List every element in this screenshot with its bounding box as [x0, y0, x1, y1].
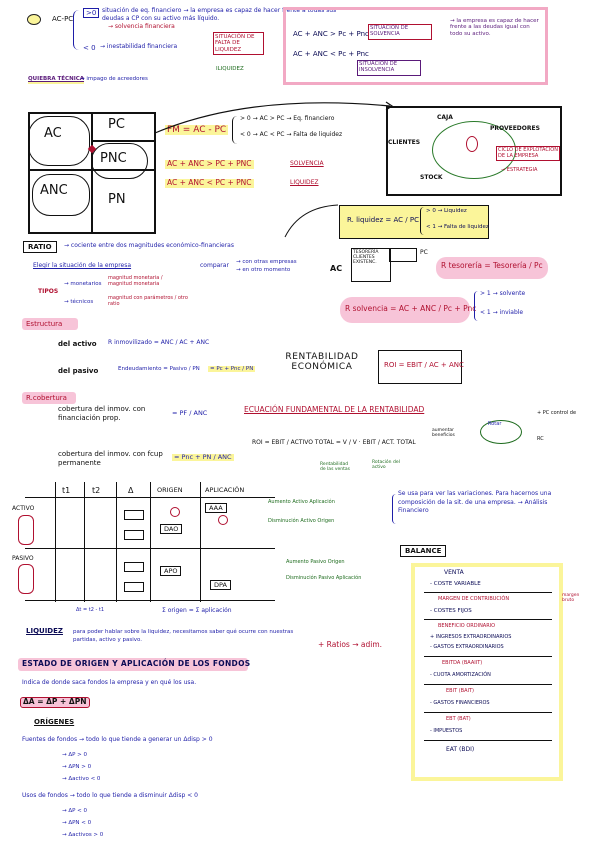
rotacion-label: Rotación del activo: [372, 460, 400, 471]
roi2-formula: ROI = EBIT / ACTIVO TOTAL = V / V · EBIT / ACT. TOTAL: [252, 439, 416, 446]
cycle-stock: STOCK: [420, 174, 443, 181]
table-col: [150, 482, 151, 602]
balance-item: MARGEN DE CONTRIBUCIÓN: [438, 596, 510, 602]
bar-icon: [124, 582, 144, 592]
row-pasivo: PASIVO: [12, 555, 34, 562]
cob2-f: = Pnc + PN / ANC: [174, 453, 232, 461]
bar-icon: [124, 562, 144, 572]
insolvency-box: SITUACIÓN DE INSOLVENCIA: [357, 60, 421, 76]
balance-rule: [424, 656, 552, 657]
brace-icon: [73, 10, 80, 50]
table-col: [200, 482, 201, 602]
balance-rule: [424, 619, 552, 620]
ratio-monetarios: → monetarios: [64, 281, 102, 287]
table-col: [55, 482, 56, 602]
balance-rule: [424, 684, 552, 685]
pc-control: + PC control de: [537, 410, 577, 416]
cycle-center-icon: [466, 136, 478, 152]
liq-pc: PC: [420, 249, 428, 256]
ratios-adim: + Ratios → adim.: [318, 640, 383, 649]
ratio-comparar: comparar: [200, 262, 229, 269]
balance-item: VENTA: [444, 569, 464, 576]
table-foot1: Δt = t2 - t1: [76, 607, 105, 613]
table-foot2: Σ origen = Σ aplicación: [162, 607, 232, 614]
balance-rule: [424, 712, 552, 713]
balance-item: EBT (BAT): [446, 716, 471, 722]
estado-o1: → ΔP > 0: [62, 752, 88, 758]
table-col: [116, 482, 117, 602]
del-pasivo-f2: = Pc + Pnc / PN: [210, 366, 254, 372]
brace-icon: [420, 207, 425, 235]
gt0-text3: → solvencia financiera: [108, 23, 175, 30]
balance-item: BENEFICIO ORDINARIO: [438, 623, 496, 629]
cycle-clientes: CLIENTES: [388, 139, 421, 146]
margen-bruto: margen bruto: [562, 593, 580, 604]
table-uso: Se usa para ver las variaciones. Para hacernos una composición de la sit. de una empresa. → Análisis Financiero: [398, 490, 552, 515]
balance-item: - COSTES FIJOS: [430, 608, 472, 614]
balance-item: - GASTOS EXTRAORDINARIOS: [430, 644, 504, 650]
aaa-cell: AAA: [205, 503, 227, 513]
aumentar-label: aumentar beneficios: [432, 428, 455, 439]
bar-icon: [124, 510, 144, 520]
ac-circle: [28, 116, 90, 166]
brace-icon: [392, 494, 397, 524]
quiebra-text: → impago de acreedores: [80, 76, 148, 82]
fm-formula: FM = AC - PC: [167, 125, 227, 135]
r-tesoreria: R tesorería = Tesorería / Pc: [441, 261, 543, 270]
solv-lt: < 1 → inviable: [480, 309, 524, 316]
balance-item: - CUOTA AMORTIZACIÓN: [430, 672, 491, 678]
solvency-box: SITUACIÓN DE SOLVENCIA: [368, 24, 432, 40]
estado-origenes: ORÍGENES: [34, 718, 75, 726]
del-activo-f: R inmovilizado = ANC / AC + ANC: [108, 339, 210, 346]
arrow-curve: [280, 197, 342, 239]
ratio-tecnicos2: magnitud con parámetros / otro ratio: [108, 295, 188, 307]
tesoreria-label: TESORERÍA CLIENTES EXISTENC.: [353, 250, 379, 266]
balance-rule: [424, 740, 552, 741]
grid-pn: PN: [108, 192, 126, 207]
estado-sub: Indica de donde saca fondos la empresa y en qué los usa.: [22, 679, 197, 686]
cobertura-label: R.cobertura: [26, 394, 67, 402]
balance-item: EBITDA (BAAIIT): [442, 660, 483, 666]
dao-cell: DAO: [160, 524, 182, 534]
grid-pc: PC: [108, 117, 125, 132]
fm-gt: > 0 → AC > PC → Eq. financiero: [240, 115, 335, 122]
gt0-box: >0: [83, 8, 99, 18]
dpa-cell: DPA: [210, 580, 231, 590]
solvency-line1: AC + ANC > Pc + Pnc: [293, 30, 369, 38]
solv2: AC + ANC < PC + PNC: [167, 178, 252, 187]
th-origen: ORIGEN: [157, 486, 183, 494]
estado-u2: → ΔPN < 0: [62, 820, 92, 826]
rotar-label: Rotar: [488, 421, 502, 427]
gt0-text2: deudas a CP con su activo más líquido.: [102, 15, 220, 22]
grid-hline2: [93, 140, 154, 142]
cycle-note: CICLO DE EXPLOTACIÓN DE LA EMPRESA: [496, 146, 560, 161]
cob1-f: = PF / ANC: [172, 409, 208, 417]
ratio-comparar3: → en otro momento: [236, 267, 291, 273]
table-r4: Disminución Pasivo Aplicación: [286, 575, 362, 581]
solv-gt: > 1 → solvente: [480, 290, 526, 297]
table-r1: Aumento Activo Aplicación: [268, 499, 335, 505]
estructura-label: Estructura: [26, 320, 63, 328]
liq-note-label: LIQUIDEZ: [26, 627, 63, 635]
ratio-tipos: TIPOS: [38, 288, 59, 295]
del-pasivo-f: Endeudamiento = Pasivo / PN: [118, 366, 200, 372]
ratio-def: → cociente entre dos magnitudes económico-financieras: [64, 242, 234, 249]
liquidez-lt: < 1 → Falta de liquidez: [426, 224, 489, 230]
liquidez-formula: R. liquidez = AC / PC: [347, 216, 419, 224]
plus-circle-icon: [218, 515, 228, 525]
balance-item: - IMPUESTOS: [430, 728, 463, 734]
estado-u3: → Δactivos > 0: [62, 832, 104, 838]
balance-item: EBIT (BAIT): [446, 688, 474, 694]
acpc-label: AC-PC: [52, 15, 74, 23]
bullet-circle-icon: [27, 14, 41, 25]
balance-title: BALANCE: [400, 545, 446, 557]
apo-cell: APO: [160, 566, 181, 576]
ecuacion-title: ECUACIÓN FUNDAMENTAL DE LA RENTABILIDAD: [244, 405, 425, 414]
solvency-text: → la empresa es capaz de hacer frente a las deudas igual con todo su activo.: [450, 18, 539, 37]
ratio-elegir: Elegir la situación de la empresa: [33, 262, 132, 269]
fm-lt: < 0 → AC < PC → Falta de liquidez: [240, 131, 343, 138]
cycle-caja: CAJA: [437, 114, 453, 121]
grid-anc: ANC: [40, 183, 68, 198]
solv1: AC + ANC > PC + PNC: [167, 159, 252, 168]
gt0-text: situación de eq. financiero → la empresa es capaz de hacer frente a todas sus: [102, 7, 337, 14]
estado-u1: → ΔP < 0: [62, 808, 88, 814]
liquidez-gt: > 0 → Liquidez: [426, 208, 467, 214]
estado-formula: ΔA = ΔP + ΔPN: [20, 697, 90, 708]
ratio-comparar2: → con otras empresas: [236, 259, 297, 265]
ratio-label: RATIO: [23, 241, 57, 253]
pc-box: [389, 248, 417, 262]
iliquidez-label: ILIQUIDEZ: [216, 66, 244, 72]
th-t2: t2: [92, 486, 101, 495]
balance-item: + INGRESOS EXTRAORDINARIOS: [430, 634, 512, 640]
minus-circle-icon: [170, 507, 180, 517]
balance-item: - GASTOS FINANCIEROS: [430, 700, 490, 706]
margen-label: Rentabilidad de las ventas: [320, 462, 350, 473]
arrow-curve: [150, 98, 400, 138]
roi-formula: ROI = EBIT / AC + ANC: [384, 361, 464, 369]
th-aplicacion: APLICACIÓN: [205, 486, 245, 494]
grid-vline: [91, 112, 93, 232]
bar-icon: [124, 530, 144, 540]
solv2-label: LIQUIDEZ: [290, 179, 319, 186]
pc-control2: RC: [537, 436, 544, 442]
grid-pnc: PNC: [100, 151, 127, 166]
row-activo: ACTIVO: [12, 505, 35, 512]
rentabilidad-title: RENTABILIDAD ECONÓMICA: [285, 352, 359, 373]
table-r2: Disminución Activo Origen: [268, 518, 335, 524]
balance-item: - COSTE VARIABLE: [430, 581, 481, 587]
solv1-label: SOLVENCIA: [290, 160, 324, 167]
balance-item: EAT (BDI): [446, 746, 475, 753]
cycle-note2: → ESTRATEGIA: [501, 167, 538, 173]
lt0-text: → inestabilidad financiera: [100, 43, 178, 50]
cycle-proveedores: PROVEEDORES: [490, 125, 540, 132]
estado-usos: Usos de fondos → todo lo que tiende a disminuir Δdisp < 0: [22, 792, 198, 799]
ratio-tecnicos: → técnicos: [64, 299, 94, 305]
liq-note-text: para poder hablar sobre la liquidez, necesitamos saber qué ocurre con nuestras partidas, activo y pasivo.: [73, 629, 294, 644]
cob2: cobertura del inmov. con fcup permanente: [58, 450, 163, 467]
table-col: [84, 482, 85, 602]
del-activo: del activo: [58, 340, 97, 348]
quiebra-label: QUIEBRA TÉCNICA: [28, 76, 84, 84]
th-t1: t1: [62, 486, 71, 495]
table-r3: Aumento Pasivo Origen: [286, 559, 345, 565]
ratio-monetarios2: magnitud monetaria / magnitud monetaria: [108, 275, 163, 287]
lt0-label: < 0: [83, 44, 96, 52]
estado-title: ESTADO DE ORIGEN Y APLICACIÓN DE LOS FONDOS: [22, 659, 251, 668]
th-delta: Δ: [128, 486, 134, 495]
estado-o3: → Δactivo < 0: [62, 776, 101, 782]
iliquidez-box: SITUACIÓN DE FALTA DE LIQUIDEZ: [213, 32, 264, 55]
estado-fuentes: Fuentes de fondos → todo lo que tiende a generar un Δdisp > 0: [22, 736, 213, 743]
insolvency-line: AC + ANC < Pc + Pnc: [293, 50, 369, 58]
r-solvencia: R solvencia = AC + ANC / Pc + Pnc: [345, 304, 477, 313]
del-pasivo: del pasivo: [58, 367, 99, 375]
brace-icon: [474, 291, 479, 321]
estado-o2: → ΔPN > 0: [62, 764, 92, 770]
grid-ac: AC: [44, 126, 62, 141]
activo-arrows-icon: [18, 515, 34, 545]
cob1: cobertura del inmov. con financiación prop.: [58, 405, 146, 422]
balance-rule: [424, 592, 552, 593]
pasivo-arrows-icon: [18, 564, 34, 594]
liq-ac: AC: [330, 264, 343, 273]
